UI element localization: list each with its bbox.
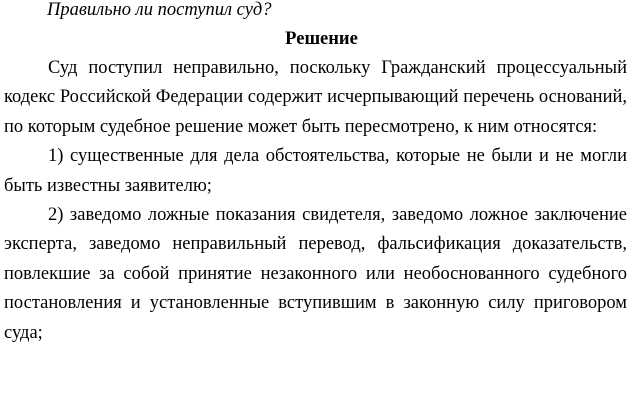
question-text: Правильно ли поступил суд? xyxy=(47,0,272,20)
paragraph-answer: Суд поступил неправильно, поскольку Гражданский процессуальный кодекс Российской Федерации содержит исчерпывающий перечень оснований, по которым судебное решение может быть пересмотрено, к ним относятся: xyxy=(4,58,627,137)
document-page xyxy=(4,0,627,348)
paragraph-item-2: 2) заведомо ложные показания свидетеля, заведомо ложное заключение эксперта, заведомо неправильный перевод, фальсификация доказательств, повлекшие за собой принятие незаконного или необоснованного судебного постановления и установленные вступившим в законную силу приговором суда; xyxy=(4,205,627,343)
solution-heading: Решение xyxy=(285,29,358,49)
paragraph-item-1: 1) существенные для дела обстоятельства, которые не были и не могли быть известны заявителю; xyxy=(4,146,627,196)
